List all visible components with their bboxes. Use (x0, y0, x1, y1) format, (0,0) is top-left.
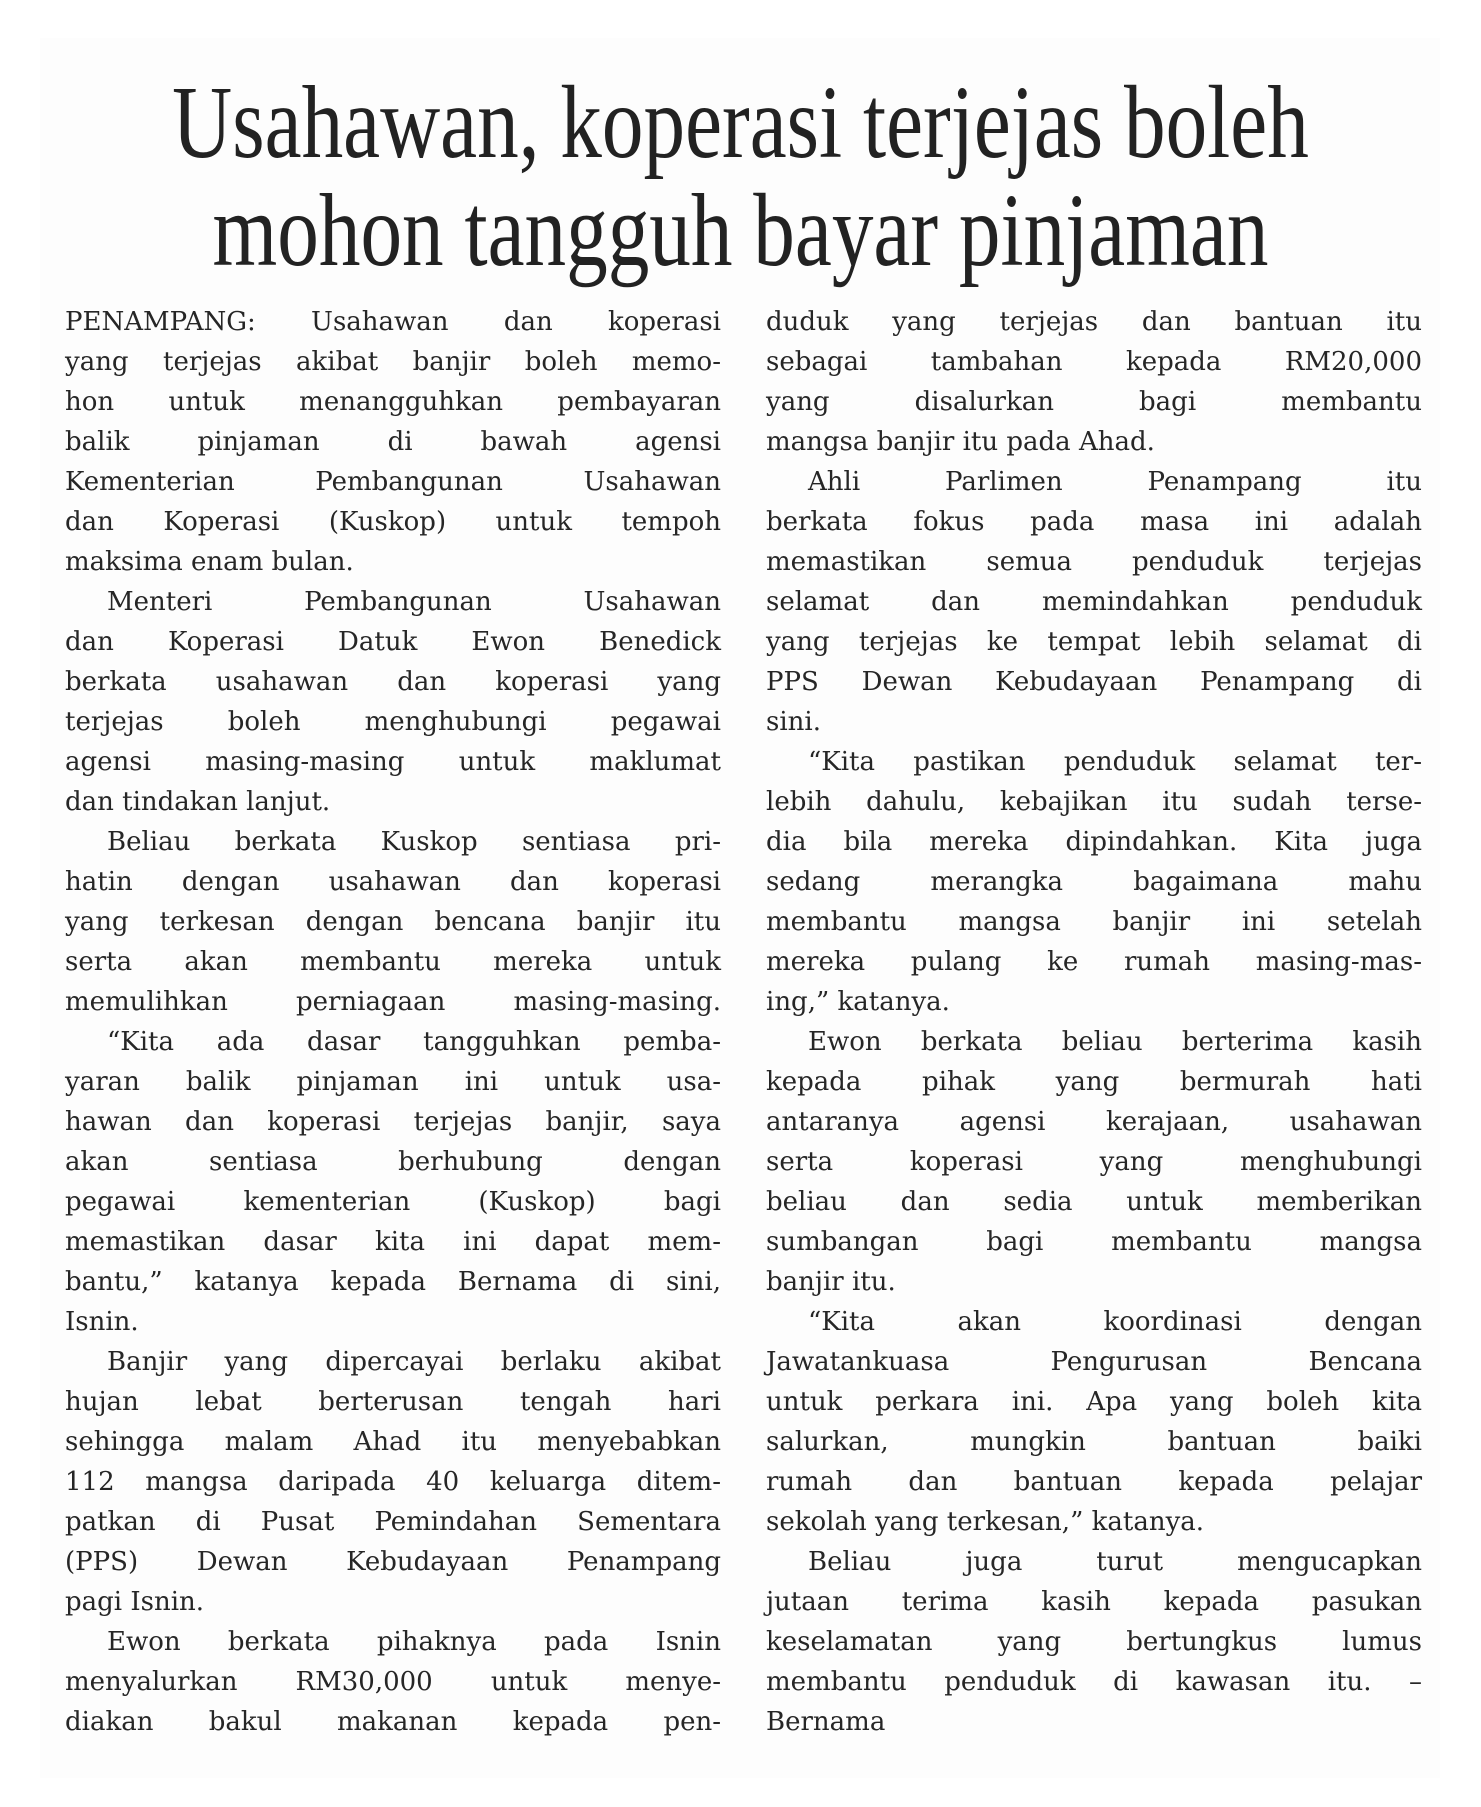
body-text-line: akan sentiasa berhubung dengan (65, 1147, 721, 1177)
body-text-line: “Kita ada dasar tangguhkan pemba- (107, 1027, 721, 1057)
body-text-line: serta koperasi yang menghubungi (766, 1147, 1422, 1177)
body-text-line: Beliau berkata Kuskop sentiasa pri- (107, 827, 721, 857)
body-text-line: hawan dan koperasi terjejas banjir, saya (65, 1107, 721, 1137)
body-text-line: 112 mangsa daripada 40 keluarga ditem- (65, 1467, 721, 1497)
body-text-line: sedang merangka bagaimana mahu (766, 867, 1422, 897)
body-text-line: Isnin. (65, 1307, 139, 1337)
body-text-line: hon untuk menangguhkan pembayaran (65, 387, 721, 417)
body-text-line: balik pinjaman di bawah agensi (65, 427, 721, 457)
body-text-line: duduk yang terjejas dan bantuan itu (766, 307, 1422, 337)
body-text-line: Ewon berkata pihaknya pada Isnin (107, 1627, 721, 1657)
body-text-line: membantu penduduk di kawasan itu. – (766, 1667, 1422, 1697)
body-text-line: pegawai kementerian (Kuskop) bagi (65, 1187, 721, 1217)
body-text-line: Beliau juga turut mengucapkan (808, 1547, 1422, 1577)
body-text-line: Menteri Pembangunan Usahawan (107, 587, 721, 617)
body-text-line: beliau dan sedia untuk memberikan (766, 1187, 1422, 1217)
body-text-line: Banjir yang dipercayai berlaku akibat (107, 1347, 721, 1377)
article-column-left (65, 302, 721, 1742)
body-text-line: yang terjejas akibat banjir boleh memo- (65, 347, 721, 377)
body-text-line: banjir itu. (766, 1267, 896, 1297)
body-text-line: salurkan, mungkin bantuan baiki (766, 1427, 1422, 1457)
body-text-line: yang terkesan dengan bencana banjir itu (65, 907, 721, 937)
body-text-line: sekolah yang terkesan,” katanya. (766, 1507, 1205, 1537)
body-text-line: dan Koperasi (Kuskop) untuk tempoh (65, 507, 721, 537)
body-text-line: diakan bakul makanan kepada pen- (65, 1707, 721, 1737)
body-text-line: terjejas boleh menghubungi pegawai (65, 707, 721, 737)
body-text-line: Kementerian Pembangunan Usahawan (65, 467, 721, 497)
body-text-line: berkata fokus pada masa ini adalah (766, 507, 1422, 537)
body-text-line: maksima enam bulan. (65, 547, 354, 577)
body-text-line: Ewon berkata beliau berterima kasih (808, 1027, 1422, 1057)
body-text-line: menyalurkan RM30,000 untuk menye- (65, 1667, 721, 1697)
body-text-line: memastikan dasar kita ini dapat mem- (65, 1227, 721, 1257)
body-text-line: mereka pulang ke rumah masing-mas- (766, 947, 1422, 977)
body-text-line: jutaan terima kasih kepada pasukan (766, 1587, 1422, 1617)
body-text-line: keselamatan yang bertungkus lumus (766, 1627, 1422, 1657)
body-text-line: sini. (766, 707, 821, 737)
headline-line-2: mohon tangguh bayar pinjaman (212, 173, 1269, 289)
body-text-line: “Kita akan koordinasi dengan (808, 1307, 1422, 1337)
body-text-line: PENAMPANG: Usahawan dan koperasi (65, 307, 721, 337)
body-text-line: (PPS) Dewan Kebudayaan Penampang (65, 1547, 721, 1577)
body-text-line: agensi masing-masing untuk maklumat (65, 747, 721, 777)
body-text-line: selamat dan memindahkan penduduk (766, 587, 1422, 617)
body-text-line: Jawatankuasa Pengurusan Bencana (766, 1347, 1422, 1377)
body-text-line: pagi Isnin. (65, 1587, 205, 1617)
body-text-line: yaran balik pinjaman ini untuk usa- (65, 1067, 721, 1097)
article-column-right (766, 302, 1422, 1742)
body-text-line: dia bila mereka dipindahkan. Kita juga (766, 827, 1422, 857)
body-text-line: kepada pihak yang bermurah hati (766, 1067, 1422, 1097)
body-text-line: “Kita pastikan penduduk selamat ter- (808, 747, 1422, 777)
body-text-line: hatin dengan usahawan dan koperasi (65, 867, 721, 897)
body-text-line: rumah dan bantuan kepada pelajar (766, 1467, 1422, 1497)
body-text-line: Ahli Parlimen Penampang itu (808, 467, 1422, 497)
headline (0, 65, 1481, 289)
body-text-line: antaranya agensi kerajaan, usahawan (766, 1107, 1422, 1137)
body-text-line: dan Koperasi Datuk Ewon Benedick (65, 627, 721, 657)
body-text-line: bantu,” katanya kepada Bernama di sini, (65, 1267, 721, 1297)
body-text-line: PPS Dewan Kebudayaan Penampang di (766, 667, 1422, 697)
body-text-line: ing,” katanya. (766, 987, 950, 1017)
body-text-line: mangsa banjir itu pada Ahad. (766, 427, 1155, 457)
body-text-line: memastikan semua penduduk terjejas (766, 547, 1422, 577)
body-text-line: dan tindakan lanjut. (65, 787, 331, 817)
body-text-line: yang disalurkan bagi membantu (766, 387, 1422, 417)
body-text-line: berkata usahawan dan koperasi yang (65, 667, 721, 697)
body-text-line: membantu mangsa banjir ini setelah (766, 907, 1422, 937)
body-text-line: memulihkan perniagaan masing-masing. (65, 987, 721, 1017)
body-text-line: hujan lebat berterusan tengah hari (65, 1387, 721, 1417)
body-text-line: serta akan membantu mereka untuk (65, 947, 721, 977)
body-text-line: yang terjejas ke tempat lebih selamat di (766, 627, 1422, 657)
body-text-line: patkan di Pusat Pemindahan Sementara (65, 1507, 721, 1537)
headline-line-1: Usahawan, koperasi terjejas boleh (172, 65, 1309, 181)
body-text-line: untuk perkara ini. Apa yang boleh kita (766, 1387, 1422, 1417)
body-text-line: lebih dahulu, kebajikan itu sudah terse- (766, 787, 1422, 817)
body-text-line: Bernama (766, 1707, 886, 1737)
body-text-line: sehingga malam Ahad itu menyebabkan (65, 1427, 721, 1457)
body-text-line: sebagai tambahan kepada RM20,000 (766, 347, 1422, 377)
body-text-line: sumbangan bagi membantu mangsa (766, 1227, 1422, 1257)
